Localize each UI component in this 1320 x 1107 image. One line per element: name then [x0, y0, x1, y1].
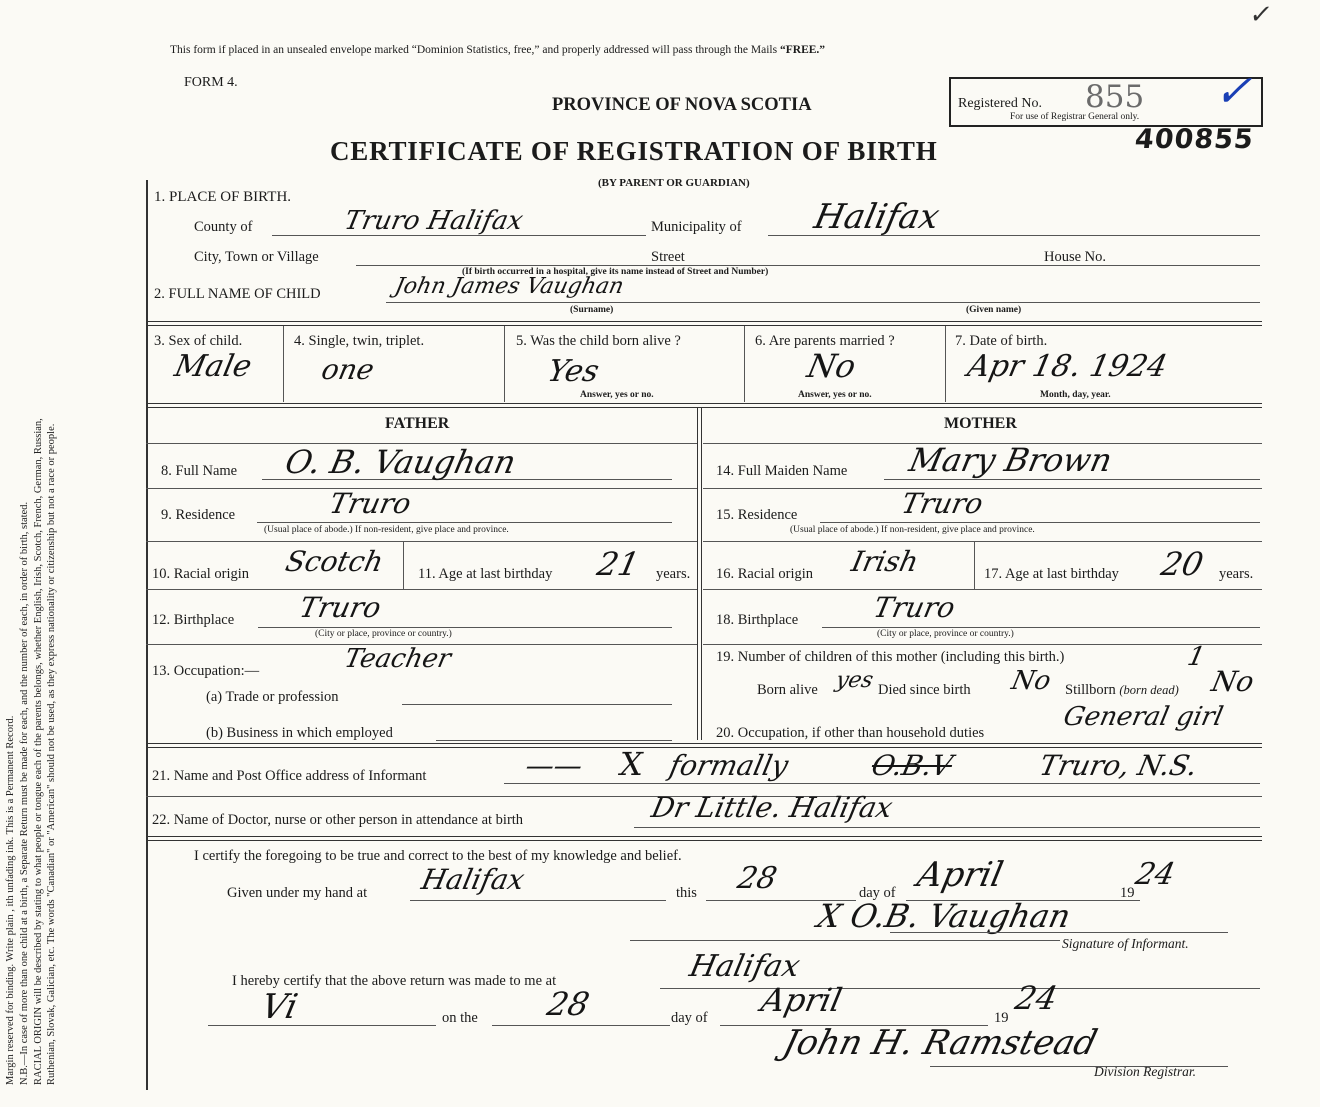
house-no-label: House No. — [1044, 249, 1107, 265]
cell-divider — [945, 326, 946, 402]
stillborn-value: No — [1208, 665, 1257, 698]
given-month-value: April — [913, 855, 1007, 895]
section-divider-informant — [146, 743, 1262, 748]
margin-note-racial-origin: RACIAL ORIGIN will be described by stating to what people or tongue each of the parents belongs, whether English, Irish, Scotch, French, German, Russian, — [32, 418, 44, 1085]
children-count-value: 1 — [1184, 642, 1208, 672]
corner-check-icon: ✓ — [1247, 0, 1275, 30]
county-value: Truro Halifax — [341, 206, 526, 236]
field-line — [402, 704, 672, 705]
father-age-label: 11. Age at last birthday — [418, 566, 553, 582]
blue-check-icon: ✓ — [1209, 66, 1264, 117]
field-line — [660, 988, 1260, 989]
margin-note-multiple-births: N.B.—In case of more than one child at a birth, a Separate Return must be made for each, and the number of each, in order of birth, stated. — [18, 501, 30, 1085]
mother-birthplace-note: (City or place, province or country.) — [877, 629, 1014, 639]
hereby-certify-label: I hereby certify that the above return was made to me at — [232, 973, 557, 989]
file-number: 400855 — [1133, 124, 1256, 155]
registered-note: For use of Registrar General only. — [1010, 112, 1140, 122]
field-line — [410, 900, 666, 901]
mother-heading: MOTHER — [944, 415, 1017, 432]
married-value: No — [803, 347, 860, 385]
born-dead-text: (born dead) — [1119, 683, 1179, 697]
section-divider-certify — [146, 836, 1262, 841]
died-since-label: Died since birth — [878, 682, 971, 698]
municipality-label: Municipality of — [651, 219, 742, 235]
father-racial-value: Scotch — [282, 545, 387, 578]
cell-divider — [744, 326, 745, 402]
mother-occupation-label: 20. Occupation, if other than household duties — [716, 725, 985, 741]
field-line — [492, 1025, 670, 1026]
father-racial-label: 10. Racial origin — [152, 566, 250, 582]
father-heading: FATHER — [385, 415, 450, 432]
child-name-value: John James Vaughan — [392, 274, 626, 299]
registrar-month-value: April — [757, 981, 846, 1019]
mother-age-label: 17. Age at last birthday — [984, 566, 1119, 582]
field-line — [890, 932, 1228, 933]
registered-number: 855 — [1085, 79, 1145, 115]
field-line — [634, 827, 1260, 828]
father-years-label: years. — [656, 566, 691, 582]
mail-notice — [170, 45, 825, 57]
registered-label: Registered No. — [958, 96, 1042, 111]
surname-caption: (Surname) — [570, 305, 614, 315]
mother-residence-label: 15. Residence — [716, 507, 798, 523]
mother-racial-value: Irish — [848, 545, 922, 578]
margin-note-binding: Margin reserved for binding. Write plain , ith unfading ink. This is a Permanent Record. — [5, 715, 16, 1085]
mother-birthplace-label: 18. Birthplace — [716, 612, 799, 628]
stillborn-label — [1065, 683, 1179, 698]
row-rule — [703, 644, 1262, 645]
stillborn-text: Stillborn — [1065, 682, 1116, 698]
sex-value: Male — [171, 349, 255, 384]
given-name-caption: (Given name) — [966, 305, 1022, 315]
city-label: City, Town or Village — [194, 249, 319, 265]
answer-caption-6: Answer, yes or no. — [798, 390, 872, 400]
died-since-value: No — [1008, 666, 1054, 696]
child-name-line — [386, 302, 1260, 303]
single-label: 4. Single, twin, triplet. — [294, 333, 425, 349]
father-name-value: O. B. Vaughan — [281, 443, 520, 481]
place-of-birth-label: 1. PLACE OF BIRTH. — [154, 189, 292, 205]
registrar-place-value: Halifax — [686, 949, 803, 984]
day-of-label-2: day of — [671, 1010, 708, 1026]
informant-signature: X O.B. Vaughan — [813, 897, 1075, 935]
born-alive-value: Yes — [544, 354, 603, 389]
father-residence-value: Truro — [326, 487, 414, 520]
field-line — [208, 1025, 436, 1026]
mother-residence-value: Truro — [898, 487, 986, 520]
doctor-value: Dr Little. Halifax — [648, 791, 896, 824]
certify-statement: I certify the foregoing to be true and correct to the best of my knowledge and belief. — [194, 848, 682, 864]
father-birthplace-label: 12. Birthplace — [152, 612, 235, 628]
informant-x-mark: X — [620, 745, 643, 783]
father-residence-note: (Usual place of abode.) If non-resident, give place and province. — [264, 525, 509, 535]
section-divider-top — [146, 321, 1262, 326]
mother-residence-note: (Usual place of abode.) If non-resident, give place and province. — [790, 525, 1035, 535]
single-value: one — [318, 353, 378, 386]
field-line — [884, 479, 1260, 480]
municipality-value: Halifax — [810, 197, 943, 237]
field-line — [822, 627, 1260, 628]
mail-notice-free: “FREE.” — [779, 44, 826, 56]
certificate-title: CERTIFICATE OF REGISTRATION OF BIRTH — [330, 136, 938, 166]
hospital-note: (If birth occurred in a hospital, give its name instead of Street and Number) — [462, 267, 769, 277]
father-name-label: 8. Full Name — [161, 463, 238, 479]
registrar-day-value: 28 — [543, 985, 593, 1023]
year-prefix-label-2: 19 — [994, 1010, 1009, 1026]
registrar-year-value: 24 — [1011, 979, 1061, 1017]
this-label: this — [676, 885, 697, 901]
mail-notice-text: This form if placed in an unsealed envelope marked “Dominion Statistics, free,” and properly addressed will pass through the Mails — [170, 44, 780, 56]
certificate-subtitle: (BY PARENT OR GUARDIAN) — [598, 177, 750, 189]
cell-divider — [283, 326, 284, 402]
margin-notes — [4, 35, 59, 1085]
given-place-value: Halifax — [418, 863, 528, 896]
row-rule — [146, 541, 697, 542]
father-residence-label: 9. Residence — [161, 507, 236, 523]
given-under-label: Given under my hand at — [227, 885, 368, 901]
mother-age-value: 20 — [1157, 545, 1207, 583]
registrar-signature: John H. Ramstead — [779, 1023, 1102, 1063]
month-day-year-caption: Month, day, year. — [1040, 390, 1111, 400]
signature-informant-caption: Signature of Informant. — [1062, 936, 1189, 951]
cell-divider — [504, 326, 505, 402]
parents-column-divider — [697, 408, 702, 740]
children-count-label: 19. Number of children of this mother (including this birth.) — [716, 649, 1065, 665]
field-line — [258, 627, 672, 628]
answer-caption-5: Answer, yes or no. — [580, 390, 654, 400]
father-birthplace-note: (City or place, province or country.) — [315, 629, 452, 639]
informant-address: Truro, N.S. — [1036, 749, 1201, 782]
street-label: Street — [651, 249, 685, 265]
field-line — [436, 740, 672, 741]
cell-divider — [403, 541, 404, 589]
sex-label: 3. Sex of child. — [154, 333, 243, 349]
row-rule — [146, 488, 697, 489]
field-line — [820, 522, 1260, 523]
mother-years-label: years. — [1219, 566, 1254, 582]
row-rule — [146, 589, 697, 590]
doctor-label: 22. Name of Doctor, nurse or other person in attendance at birth — [152, 812, 524, 828]
mother-occupation-value: General girl — [1060, 702, 1226, 732]
father-occupation-value: Teacher — [341, 644, 454, 674]
division-registrar-caption: Division Registrar. — [1094, 1064, 1197, 1079]
informant-struck-name: O.B.V — [868, 749, 956, 782]
given-day-value: 28 — [734, 861, 781, 896]
on-the-label: on the — [442, 1010, 478, 1026]
form-number: FORM 4. — [184, 75, 238, 90]
city-line — [356, 265, 1260, 266]
registrar-mark: Vi — [257, 987, 302, 1027]
row-rule — [703, 541, 1262, 542]
trade-label: (a) Trade or profession — [206, 689, 339, 705]
date-birth-label: 7. Date of birth. — [955, 333, 1048, 349]
mother-racial-label: 16. Racial origin — [716, 566, 814, 582]
born-alive-count-value: yes — [833, 668, 876, 693]
occupation-label: 13. Occupation:— — [152, 663, 260, 679]
father-age-value: 21 — [593, 545, 643, 583]
mother-name-label: 14. Full Maiden Name — [716, 463, 848, 479]
field-line — [257, 522, 672, 523]
born-alive-question: 5. Was the child born alive ? — [516, 333, 681, 349]
child-name-label: 2. FULL NAME OF CHILD — [154, 286, 321, 302]
born-alive-count-label: Born alive — [757, 682, 818, 698]
county-label: County of — [194, 219, 253, 235]
day-of-label: day of — [859, 885, 896, 901]
business-label: (b) Business in which employed — [206, 725, 393, 741]
province-title: PROVINCE OF NOVA SCOTIA — [552, 95, 812, 115]
married-question: 6. Are parents married ? — [755, 333, 895, 349]
field-line — [504, 783, 1260, 784]
form-left-border — [146, 180, 148, 1090]
date-birth-value: Apr 18. 1924 — [964, 349, 1171, 384]
mother-name-value: Mary Brown — [905, 441, 1116, 479]
row-rule — [703, 589, 1262, 590]
father-birthplace-value: Truro — [296, 591, 384, 624]
given-year-value: 24 — [1132, 857, 1179, 892]
margin-note-racial-origin-cont: Ruthenian, Slovak, Galician, etc. The words "Canadian" or "American" should not be used, as they express nationality or citizenship but not a race or people. — [46, 423, 58, 1085]
cell-divider — [974, 541, 975, 589]
informant-formally: formally — [666, 749, 792, 782]
section-divider-parents — [146, 403, 1262, 408]
mother-birthplace-value: Truro — [870, 591, 958, 624]
year-prefix-label: 19 — [1120, 885, 1135, 901]
informant-label: 21. Name and Post Office address of Informant — [152, 768, 427, 784]
separator-line — [630, 940, 1060, 941]
informant-dash: —— — [522, 749, 586, 782]
